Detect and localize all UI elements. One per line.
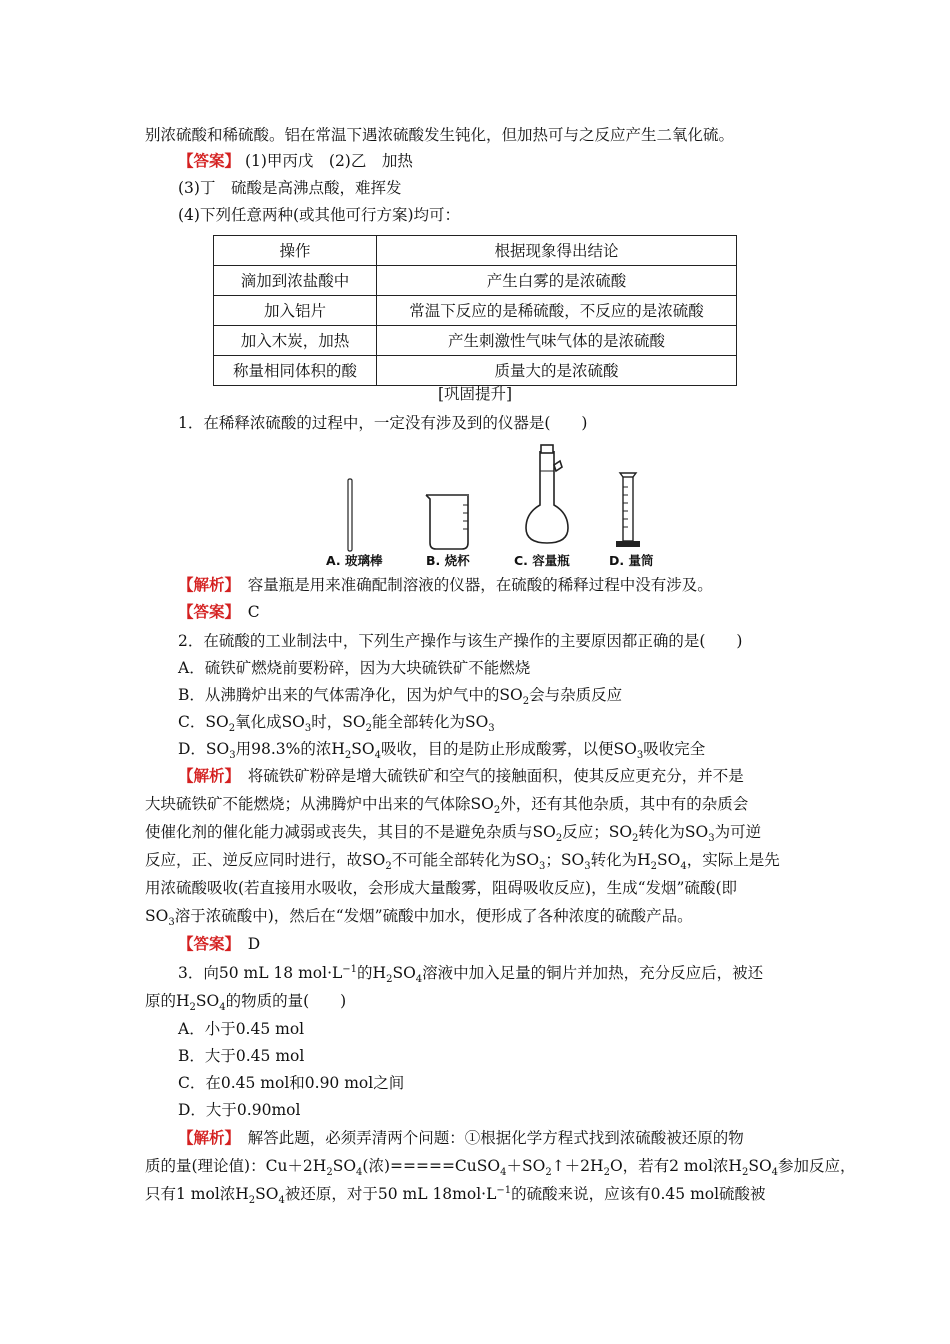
option-label: C. 容量瓶 <box>514 553 570 568</box>
graduated-cylinder-icon <box>616 473 640 547</box>
subscript: 3 <box>584 861 591 873</box>
question-1-analysis <box>178 574 713 596</box>
text-run: D．SO <box>178 740 230 758</box>
superscript: −1 <box>342 963 358 975</box>
question-2-option-c <box>178 711 495 733</box>
text-run: 的物质的量( ) <box>225 992 347 1010</box>
text-run: SO <box>255 1185 279 1203</box>
table-cell: 滴加到浓盐酸中 <box>214 266 377 296</box>
question-3-stem <box>145 990 346 1012</box>
subscript: 2 <box>228 723 236 735</box>
subscript: 2 <box>386 974 393 986</box>
question-2-analysis-line <box>145 849 780 871</box>
subscript: 4 <box>356 1167 363 1179</box>
question-3-analysis-line <box>145 1155 856 1177</box>
subscript: 3 <box>304 723 312 735</box>
table-header-cell: 根据现象得出结论 <box>377 236 737 266</box>
text-run: ；SO <box>545 851 585 869</box>
text-run: 为可逆 <box>714 823 762 841</box>
text-run: (浓)=====CuSO <box>362 1157 501 1175</box>
question-3-analysis-line <box>145 1183 766 1205</box>
question-3-option-d: D．大于0.90mol <box>178 1101 301 1119</box>
beaker-icon <box>426 495 469 549</box>
table-header-cell: 操作 <box>214 236 377 266</box>
subscript: 2 <box>189 1002 196 1014</box>
answer-text: (1)甲丙戊 (2)乙 加热 <box>240 152 413 170</box>
text-run: 吸收，目的是防止形成酸雾，以便SO <box>380 740 637 758</box>
text-run: 3．向50 mL 18 mol·L <box>178 964 343 982</box>
option-label: A. 玻璃棒 <box>326 553 383 568</box>
table-row <box>214 266 737 296</box>
text-run: SO <box>145 907 169 925</box>
question-2-analysis-line: 用浓硫酸吸收(若直接用水吸收，会形成大量酸雾，阻碍吸收反应)，生成“发烟”硫酸(即 <box>145 879 737 897</box>
question-3-option-a: A．小于0.45 mol <box>178 1020 305 1038</box>
section-title: [巩固提升] <box>437 385 513 403</box>
text-run: 溶液中加入足量的铜片并加热，充分反应后，被还 <box>422 964 764 982</box>
text-run: ，实际上是先 <box>686 851 780 869</box>
text-run: 的硫酸来说，应该有0.45 mol硫酸被 <box>511 1185 766 1203</box>
text-run: 反应；SO <box>562 823 633 841</box>
question-2-analysis-line <box>178 765 744 787</box>
text-run: SO <box>195 992 220 1010</box>
answer-text: D <box>232 935 261 953</box>
text-run: 溶于浓硫酸中)，然后在“发烟”硫酸中加水，便形成了各种浓度的硫酸产品。 <box>174 907 693 925</box>
text-run: 质的量(理论值)：Cu＋2H <box>145 1157 327 1175</box>
glass-rod-icon <box>348 479 352 551</box>
method-table <box>213 235 737 386</box>
table-row <box>214 296 737 326</box>
subscript: 2 <box>522 696 530 708</box>
subscript: 2 <box>344 750 352 762</box>
subscript: 4 <box>415 974 423 986</box>
analysis-tag: 【解析】 <box>178 1128 233 1147</box>
option-label: D. 量筒 <box>609 553 654 568</box>
text-run: 氧化成SO <box>235 713 305 731</box>
table-cell: 常温下反应的是稀硫酸，不反应的是浓硫酸 <box>377 296 737 326</box>
question-1-stem: 1．在稀释浓硫酸的过程中，一定没有涉及到的仪器是( ) <box>178 414 588 432</box>
text-run: 将硫铁矿粉碎是增大硫铁矿和空气的接触面积，使其反应更充分，并不是 <box>232 767 744 785</box>
text-run: 会与杂质反应 <box>529 686 623 704</box>
answer-part-4: (4)下列任意两种(或其他可行方案)均可： <box>178 206 461 224</box>
text-run: SO <box>657 851 681 869</box>
subscript: 3 <box>229 750 236 762</box>
subscript: 4 <box>278 1195 285 1207</box>
answer-tag: 【答案】 <box>178 934 233 953</box>
question-1-answer <box>178 601 260 623</box>
answer-text: C <box>232 603 260 621</box>
analysis-text: 容量瓶是用来准确配制溶液的仪器，在硫酸的稀释过程中没有涉及。 <box>232 576 713 594</box>
subscript: 2 <box>650 861 658 873</box>
table-cell: 称量相同体积的酸 <box>214 356 377 386</box>
answer-tag: 【答案】 <box>178 602 233 621</box>
text-run: 能全部转化为SO <box>371 713 489 731</box>
question-2-option-b <box>178 684 622 706</box>
question-2-analysis-line <box>145 905 693 927</box>
text-run: 外，还有其他杂质，其中有的杂质会 <box>500 795 749 813</box>
subscript: 3 <box>488 723 495 735</box>
text-run: ↑＋2H <box>551 1157 604 1175</box>
subscript: 4 <box>771 1167 779 1179</box>
text-run: 使催化剂的催化能力减弱或丧失，其目的不是避免杂质与SO <box>145 823 556 841</box>
text-run: 原的H <box>145 992 190 1010</box>
question-2-option-d <box>178 738 705 760</box>
text-run: B．从沸腾炉出来的气体需净化，因为炉气中的SO <box>178 686 523 704</box>
table-cell: 加入木炭，加热 <box>214 326 377 356</box>
superscript: −1 <box>496 1184 512 1196</box>
volumetric-flask-icon <box>526 445 568 543</box>
intro-line: 别浓硫酸和稀硫酸。铝在常温下遇浓硫酸发生钝化，但加热可与之反应产生二氧化硫。 <box>145 126 735 144</box>
question-3-option-b: B．大于0.45 mol <box>178 1047 305 1065</box>
option-label: B. 烧杯 <box>426 553 470 568</box>
text-run: 反应，正、逆反应同时进行，故SO <box>145 851 386 869</box>
answer-part-3: (3)丁 硫酸是高沸点酸，难挥发 <box>178 179 402 197</box>
text-run: C．SO <box>178 713 229 731</box>
subscript: 3 <box>636 750 644 762</box>
question-2-answer <box>178 933 260 955</box>
text-run: SO <box>748 1157 772 1175</box>
subscript: 2 <box>555 833 563 845</box>
table-cell: 加入铝片 <box>214 296 377 326</box>
text-run: 被还原，对于50 mL 18mol·L <box>284 1185 497 1203</box>
text-run: 大块硫铁矿不能燃烧；从沸腾炉中出来的气体除SO <box>145 795 494 813</box>
table-cell: 质量大的是浓硫酸 <box>377 356 737 386</box>
text-run: 只有1 mol浓H <box>145 1185 249 1203</box>
answer-tag: 【答案】 <box>178 151 241 170</box>
subscript: 4 <box>219 1002 226 1014</box>
question-2-analysis-line <box>145 793 748 815</box>
text-run: 参加反应， <box>778 1157 856 1175</box>
analysis-tag: 【解析】 <box>178 575 233 594</box>
subscript: 2 <box>632 833 639 845</box>
text-run: 转化为SO <box>638 823 709 841</box>
question-2-stem: 2．在硫酸的工业制法中，下列生产操作与该生产操作的主要原因都正确的是( ) <box>178 632 743 650</box>
question-3-analysis-line <box>178 1127 744 1149</box>
text-run: SO <box>332 1157 357 1175</box>
table-cell: 产生刺激性气味气体的是浓硫酸 <box>377 326 737 356</box>
subscript: 4 <box>680 861 687 873</box>
subscript: 2 <box>741 1167 749 1179</box>
question-3-option-c: C．在0.45 mol和0.90 mol之间 <box>178 1074 405 1092</box>
table-header-row <box>214 236 737 266</box>
analysis-tag: 【解析】 <box>178 766 233 785</box>
subscript: 3 <box>539 861 546 873</box>
question-2-option-a: A．硫铁矿燃烧前要粉碎，因为大块硫铁矿不能燃烧 <box>178 659 531 677</box>
text-run: 解答此题，必须弄清两个问题：①根据化学方程式找到浓硫酸被还原的物 <box>232 1129 744 1147</box>
table-cell: 产生白雾的是浓硫酸 <box>377 266 737 296</box>
text-run: SO <box>351 740 375 758</box>
text-run: 不可能全部转化为SO <box>391 851 540 869</box>
subscript: 2 <box>326 1167 333 1179</box>
subscript: 4 <box>374 750 381 762</box>
subscript: 2 <box>248 1195 256 1207</box>
text-run: 用98.3%的浓H <box>235 740 345 758</box>
text-run: 吸收完全 <box>643 740 706 758</box>
subscript: 4 <box>500 1167 507 1179</box>
table-row <box>214 356 737 386</box>
subscript: 2 <box>545 1167 552 1179</box>
table-row <box>214 326 737 356</box>
lab-apparatus-figure <box>300 443 680 571</box>
text-run: 时，SO <box>311 713 366 731</box>
subscript: 2 <box>365 723 372 735</box>
text-run: ＋SO <box>506 1157 546 1175</box>
subscript: 2 <box>603 1167 610 1179</box>
question-3-stem <box>178 962 763 984</box>
text-run: 的H <box>357 964 387 982</box>
subscript: 2 <box>385 861 392 873</box>
answer-line <box>178 150 413 172</box>
text-run: SO <box>392 964 416 982</box>
text-run: 转化为H <box>590 851 651 869</box>
text-run: O，若有2 mol浓H <box>609 1157 742 1175</box>
subscript: 3 <box>168 917 175 929</box>
subscript: 2 <box>493 805 501 817</box>
subscript: 3 <box>708 833 715 845</box>
question-2-analysis-line <box>145 821 761 843</box>
